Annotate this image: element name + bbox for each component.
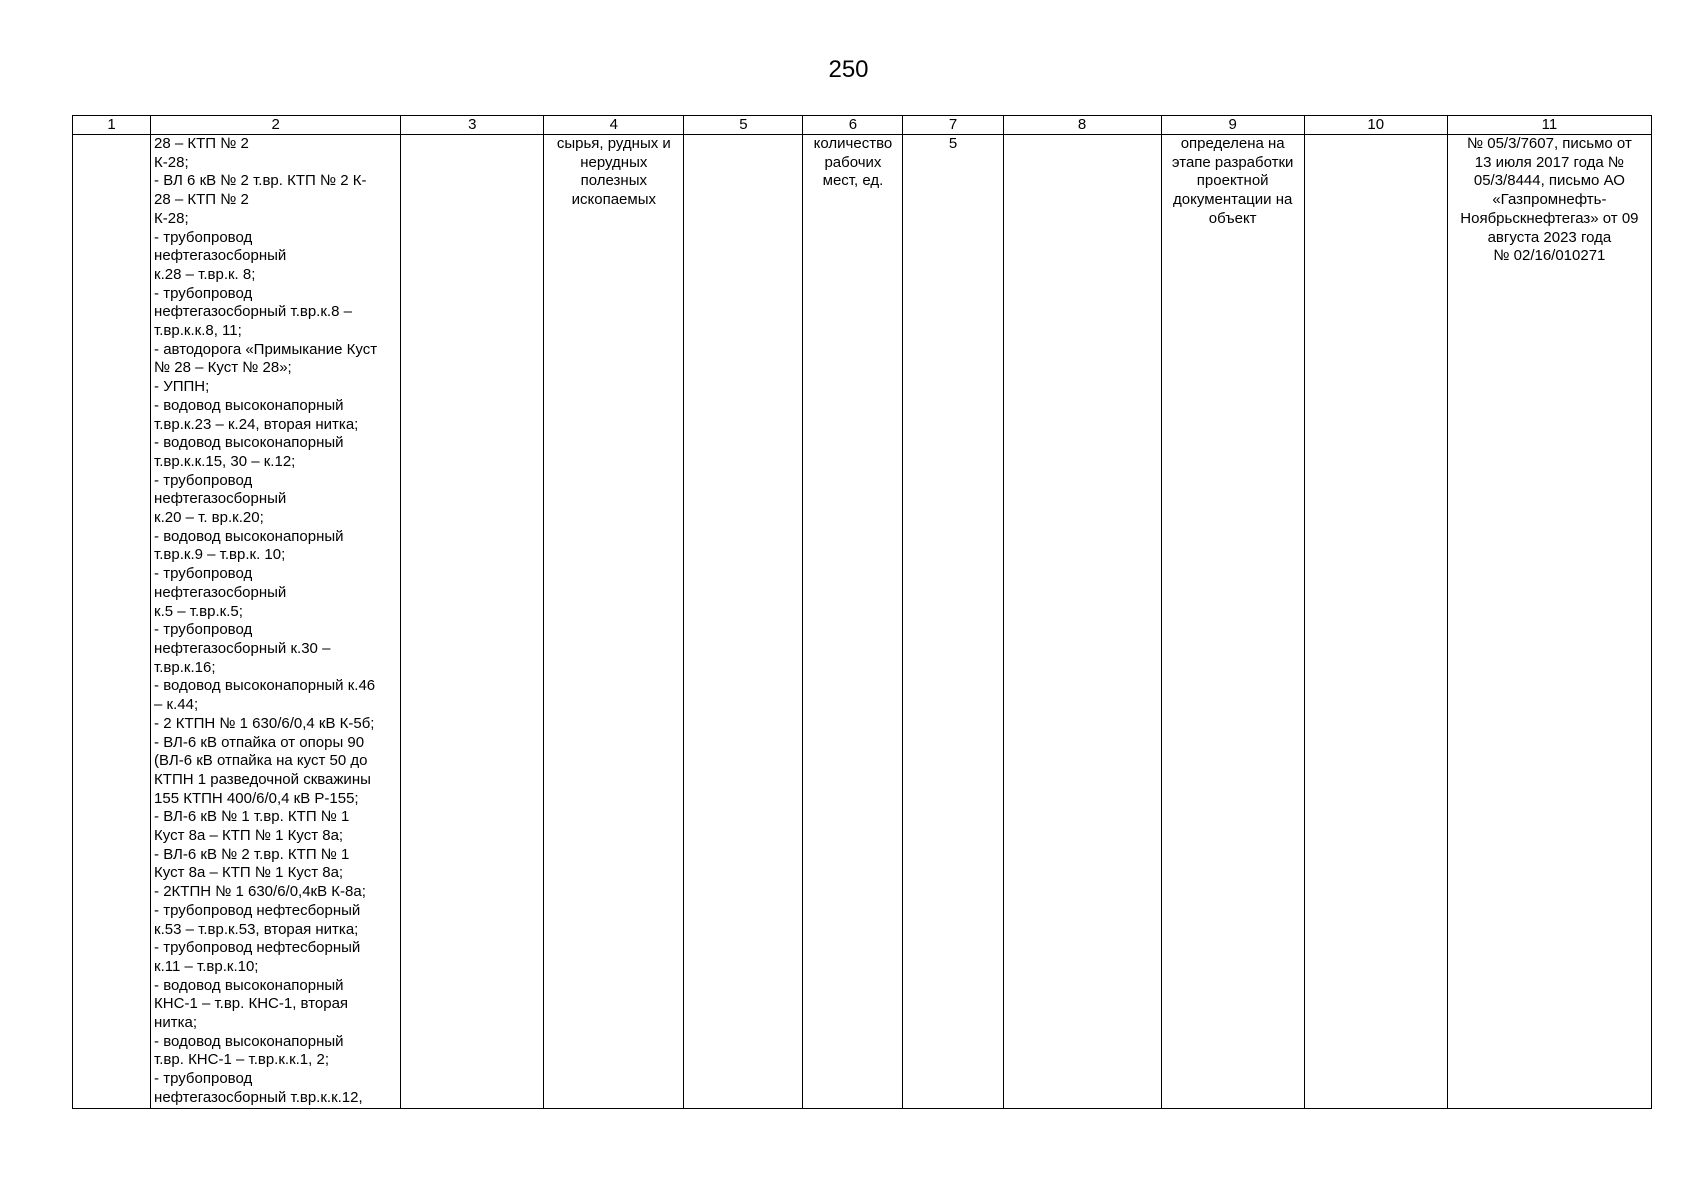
cell-text-line: к.5 – т.вр.к.5; bbox=[154, 602, 243, 620]
cell-text-line: 155 КТПН 400/6/0,4 кВ Р-155; bbox=[154, 789, 359, 807]
cell-text-line: сырья, рудных и bbox=[556, 135, 671, 152]
cell-text-line: КНС-1 – т.вр. КНС-1, вторая bbox=[154, 995, 349, 1013]
cell-text-line: - трубопровод нефтесборный bbox=[154, 901, 361, 919]
cell-text-line: нефтегазосборный bbox=[154, 583, 287, 601]
cell-text-line: - водовод высоконапорный к.46 bbox=[154, 677, 376, 695]
cell-text-line: Куст 8а – КТП № 1 Куст 8а; bbox=[154, 864, 344, 882]
cell-text-line: «Газпромнефть- bbox=[1492, 191, 1607, 209]
column-number-header: 3 bbox=[401, 116, 544, 135]
cell-text-line: - ВЛ-6 кВ № 1 т.вр. КТП № 1 bbox=[154, 808, 350, 826]
cell-col2-objects bbox=[151, 135, 401, 1109]
cell-text-line: К-28; bbox=[154, 209, 189, 227]
column-number-header: 7 bbox=[903, 116, 1003, 135]
table-row bbox=[73, 135, 1652, 1109]
cell-text-line: этапе разработки bbox=[1171, 153, 1294, 171]
cell-text-line: 05/3/8444, письмо АО bbox=[1473, 172, 1625, 190]
cell-text-line: 28 – КТП № 2 bbox=[154, 135, 249, 152]
cell-col7 bbox=[903, 135, 1003, 1109]
cell-text-line: августа 2023 года bbox=[1487, 228, 1612, 246]
cell-text-line: 13 июля 2017 года № bbox=[1474, 153, 1625, 171]
cell-text-line: т.вр.к.к.8, 11; bbox=[154, 322, 242, 340]
cell-text-line: - ВЛ-6 кВ отпайка от опоры 90 bbox=[154, 733, 365, 751]
cell-text-line: - трубопровод bbox=[154, 621, 253, 639]
cell-text-line: № 02/16/010271 bbox=[1493, 247, 1606, 265]
cell-text-line: – к.44; bbox=[154, 696, 199, 714]
cell-text-line: - ВЛ-6 кВ № 2 т.вр. КТП № 1 bbox=[154, 845, 350, 863]
cell-text-line: № 05/3/7607, письмо от bbox=[1466, 135, 1632, 152]
cell-text-line: т.вр.к.23 – к.24, вторая нитка; bbox=[154, 415, 359, 433]
cell-text-line: нефтегазосборный к.30 – bbox=[154, 639, 331, 657]
cell-text-line: № 28 – Куст № 28»; bbox=[154, 359, 292, 377]
cell-text-line: рабочих bbox=[824, 153, 882, 171]
cell-text-line: т.вр.к.к.15, 30 – к.12; bbox=[154, 452, 296, 470]
cell-col8 bbox=[1003, 135, 1161, 1109]
cell-text-line: количество bbox=[813, 135, 893, 152]
cell-text-line: - водовод высоконапорный bbox=[154, 527, 344, 545]
cell-text-line: мест, ед. bbox=[822, 172, 884, 190]
column-number-header: 4 bbox=[544, 116, 684, 135]
column-number-header: 10 bbox=[1304, 116, 1447, 135]
cell-col9 bbox=[1161, 135, 1304, 1109]
column-number-header: 2 bbox=[151, 116, 401, 135]
cell-text-line: - водовод высоконапорный bbox=[154, 434, 344, 452]
cell-text-line: проектной bbox=[1196, 172, 1269, 190]
cell-text-line: 28 – КТП № 2 bbox=[154, 191, 249, 209]
cell-text-line: нерудных bbox=[580, 153, 648, 171]
cell-text-line: т.вр.к.9 – т.вр.к. 10; bbox=[154, 546, 286, 564]
cell-text-line: к.11 – т.вр.к.10; bbox=[154, 957, 259, 975]
cell-text-line: нефтегазосборный bbox=[154, 490, 287, 508]
cell-col11 bbox=[1447, 135, 1651, 1109]
column-number-header: 1 bbox=[73, 116, 151, 135]
cell-text-line: ископаемых bbox=[571, 191, 656, 209]
column-number-row bbox=[73, 116, 1652, 135]
cell-text-line: 5 bbox=[948, 135, 958, 152]
cell-text-line: нефтегазосборный bbox=[154, 247, 287, 265]
data-table bbox=[72, 115, 1652, 1109]
column-number-header: 9 bbox=[1161, 116, 1304, 135]
cell-text-line: - ВЛ 6 кВ № 2 т.вр. КТП № 2 К- bbox=[154, 172, 367, 190]
column-number-header: 11 bbox=[1447, 116, 1651, 135]
column-number-header: 6 bbox=[803, 116, 903, 135]
cell-text-line: - трубопровод bbox=[154, 471, 253, 489]
cell-text-line: К-28; bbox=[154, 153, 189, 171]
cell-text-line: нефтегазосборный т.вр.к.к.12, bbox=[154, 1088, 363, 1106]
cell-text-line: - автодорога «Примыкание Куст bbox=[154, 340, 378, 358]
cell-text-line: документации на bbox=[1173, 191, 1293, 209]
cell-text-line: - 2КТПН № 1 630/6/0,4кВ К-8а; bbox=[154, 883, 366, 901]
cell-text-line: - водовод высоконапорный bbox=[154, 396, 344, 414]
cell-text-line: Ноябрьскнефтегаз» от 09 bbox=[1460, 209, 1639, 227]
cell-text-line: - трубопровод bbox=[154, 284, 253, 302]
cell-col10 bbox=[1304, 135, 1447, 1109]
cell-text-line: к.53 – т.вр.к.53, вторая нитка; bbox=[154, 920, 359, 938]
cell-text-line: - трубопровод bbox=[154, 228, 253, 246]
cell-text-line: к.20 – т. вр.к.20; bbox=[154, 509, 264, 527]
cell-text-line: Куст 8а – КТП № 1 Куст 8а; bbox=[154, 827, 344, 845]
cell-text-line: - водовод высоконапорный bbox=[154, 1032, 344, 1050]
cell-text-line: - трубопровод bbox=[154, 1070, 253, 1088]
cell-col5 bbox=[684, 135, 803, 1109]
cell-col6 bbox=[803, 135, 903, 1109]
cell-text-line: - трубопровод нефтесборный bbox=[154, 939, 361, 957]
cell-col3 bbox=[401, 135, 544, 1109]
cell-text-line: - 2 КТПН № 1 630/6/0,4 кВ К-5б; bbox=[154, 714, 375, 732]
cell-text-line: нитка; bbox=[154, 1014, 197, 1032]
cell-text-line: к.28 – т.вр.к. 8; bbox=[154, 265, 256, 283]
column-number-header: 5 bbox=[684, 116, 803, 135]
cell-text-line: т.вр.к.16; bbox=[154, 658, 216, 676]
cell-text-line: объект bbox=[1208, 209, 1257, 227]
column-number-header: 8 bbox=[1003, 116, 1161, 135]
cell-text-line: т.вр. КНС-1 – т.вр.к.к.1, 2; bbox=[154, 1051, 329, 1069]
cell-text-line: полезных bbox=[580, 172, 647, 190]
cell-text-line: определена на bbox=[1180, 135, 1285, 152]
cell-text-line: КТПН 1 разведочной скважины bbox=[154, 770, 371, 788]
cell-text-line: - УППН; bbox=[154, 378, 210, 396]
cell-col1 bbox=[73, 135, 151, 1109]
cell-text-line: - трубопровод bbox=[154, 565, 253, 583]
cell-text-line: (ВЛ-6 кВ отпайка на куст 50 до bbox=[154, 752, 368, 770]
page-number: 250 bbox=[828, 56, 869, 83]
cell-col4 bbox=[544, 135, 684, 1109]
cell-text-line: - водовод высоконапорный bbox=[154, 976, 344, 994]
cell-text-line: нефтегазосборный т.вр.к.8 – bbox=[154, 303, 352, 321]
